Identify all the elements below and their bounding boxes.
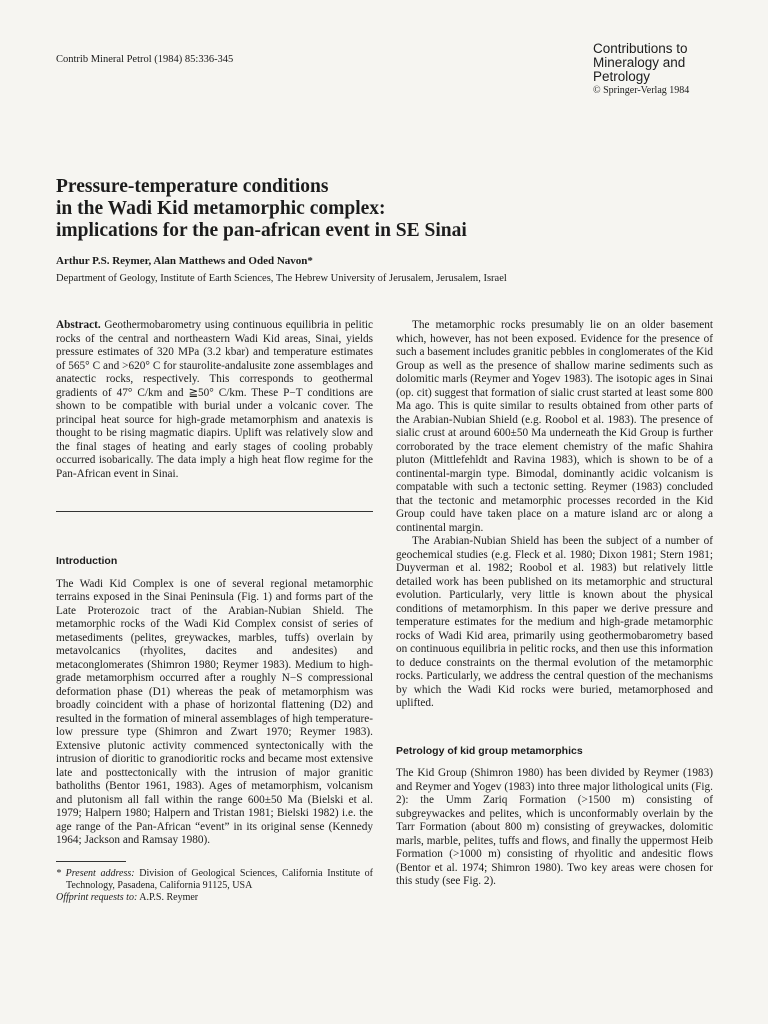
author-affiliation: Department of Geology, Institute of Earth Sciences, The Hebrew University of Jerusalem, Jerusalem, Israel: [56, 273, 507, 284]
journal-name-line-2: Mineralogy and: [593, 55, 686, 70]
left-column: [56, 319, 373, 904]
right-column: [396, 319, 713, 889]
offprint-label: Offprint requests to:: [56, 891, 138, 903]
offprint-text: A.P.S. Reymer: [139, 891, 199, 903]
abstract-label: Abstract.: [56, 319, 101, 331]
offprint-footnote: [56, 892, 373, 904]
author-list: Arthur P.S. Reymer, Alan Matthews and Oded Navon*: [56, 255, 313, 267]
paper-title: [56, 176, 696, 242]
abstract-text: Geothermobarometry using continuous equilibria in pelitic rocks of the central and northeastern Wadi Kid areas, Sinai, yields pressure estimates of 320 MPa (3.2 kbar) and temperature estimates of 565° C and >620° C for staurolite-andalusite zone assemblages and anatectic rocks, respectively. This corresponds to geothermal gradients of 47° C/km and ≧50° C/km. These P−T conditions are shown to be compatible with burial under a volcanic cover. The principal heat source for high-grade metamorphism and anatexis is thought to be rising magmatic diapirs. Uplift was relatively slow and the final stages of heating and early stages of cooling probably occurred isobarically. The data imply a high heat flow regime for the Pan-African event in Sinai.: [56, 319, 373, 480]
present-address-text: Division of Geological Sciences, California Institute of Technology, Pasadena, California 91125, USA: [66, 867, 374, 891]
title-line-2: in the Wadi Kid metamorphic complex:: [56, 198, 386, 219]
abstract: [56, 319, 373, 481]
title-line-3: implications for the pan-african event in SE Sinai: [56, 220, 467, 241]
introduction-heading: Introduction: [56, 555, 118, 567]
body-paragraph-3: The Kid Group (Shimron 1980) has been divided by Reymer (1983) and Reymer and Yogev (1983) into three major lithological units (Fig. 2): the Umm Zariq Formation (>1500 m) consisting of subgreywackes and pelites, which is unconformably overlain by the Tarr Formation (about 800 m) consisting of greywackes, dolomitic marls, marble, pelites, tuffs and flows, and finally the uppermost Heib Formation (>1000 m) consisting of rhyolitic and andesitic flows (Bentor et al. 1974; Shimron 1980). Two key areas were chosen for this study (see Fig. 2).: [396, 767, 713, 887]
introduction-text: The Wadi Kid Complex is one of several regional metamorphic terrains exposed in the Sinai Peninsula (Fig. 1) and forms part of the Late Proterozoic tract of the Arabian-Nubian Shield. The metamorphic rocks of the Wadi Kid Complex consist of series of metasediments (pelites, greywackes, marbles, tuffs) overlain by metavolcanics (rhyolites, dacites and andesites) and metaconglomerates (Shimron 1980; Reymer 1983). Medium to high-grade metamorphism occurred after a roughly N−S compressional deformation phase (D1) whereas the peak of metamorphism was broadly coincident with a phase of horizontal flattening (D2) and resulted in the formation of mineral assemblages of high temperature-low pressure type (Shimron and Zwart 1970; Reymer 1983). Extensive plutonic activity commenced syntectonically with the intrusion of dioritic to granodioritic rocks and became most extensive late and posttectonically with the intrusion of major granitic batholiths (Bentor 1961, 1983). Ages of metamorphism, volcanism and plutonism all fall within the range 600±50 Ma (Bielski et al. 1979; Halpern 1980; Halpern and Tristan 1981; Bielski 1982) i.e. the age range of the Pan-African “event” in its original sense (Kennedy 1964; Jackson and Ramsay 1980).: [56, 577, 373, 846]
abstract-divider: [56, 511, 373, 512]
body-paragraph-1: The metamorphic rocks presumably lie on an older basement which, however, has not been exposed. Evidence for the presence of such a basement includes granitic pebbles in conglomerates of the Kid Group as well as the presence of shallow marine sediments such as dolomitic marls (Reymer and Yogev 1983). The isotopic ages in Sinai (op. cit) suggest that formation of sialic crust started at least some 800 Ma ago. This is quite similar to results obtained from other parts of the Arabian-Nubian Shield (e.g. Roobol et al. 1983). The presence of sialic crust at around 600±50 Ma underneath the Kid Group is further corroborated by the trace element chemistry of the mafic Shahira pluton (Mittlefehldt and Ravina 1983), which is shown to be of a continental-margin type. Bimodal, dominantly acidic volcanism is compatable with such a tectonic setting. Reymer (1983) concluded that the tectonic and metamorphic processes recorded in the Kid Group could have taken place on a mature island arc or along a continental margin.: [396, 319, 713, 534]
present-address-label: * Present address:: [56, 867, 135, 879]
journal-masthead: [593, 42, 753, 97]
journal-name-line-1: Contributions to: [593, 41, 688, 56]
copyright-notice: © Springer-Verlag 1984: [593, 85, 690, 96]
body-paragraph-2: The Arabian-Nubian Shield has been the subject of a number of geochemical studies (e.g. Fleck et al. 1980; Dixon 1981; Stern 1981; Duyverman et al. 1982; Roobol et al. 1983) but relatively little detailed work has been published on its metamorphic and structural evolution. Particularly, very little is known about the physical conditions of metamorphism. In this paper we derive pressure and temperature estimates for the medium and high-grade metamorphic rocks of Wadi Kid area, primarily using geothermobarometry based on continuous equilibria in pelitic rocks, and then use this information to deduce constraints on the thermal evolution of the metamorphic rocks. Particularly, we address the central question of the mechanisms by which the Wadi Kid rocks were buried, metamorphosed and uplifted.: [396, 535, 713, 709]
journal-name-line-3: Petrology: [593, 69, 651, 84]
journal-citation: Contrib Mineral Petrol (1984) 85:336-345: [56, 54, 234, 65]
title-line-1: Pressure-temperature conditions: [56, 176, 329, 197]
present-address-footnote: [56, 868, 373, 892]
petrology-heading: Petrology of kid group metamorphics: [396, 744, 583, 757]
footnote-divider: [56, 861, 126, 862]
